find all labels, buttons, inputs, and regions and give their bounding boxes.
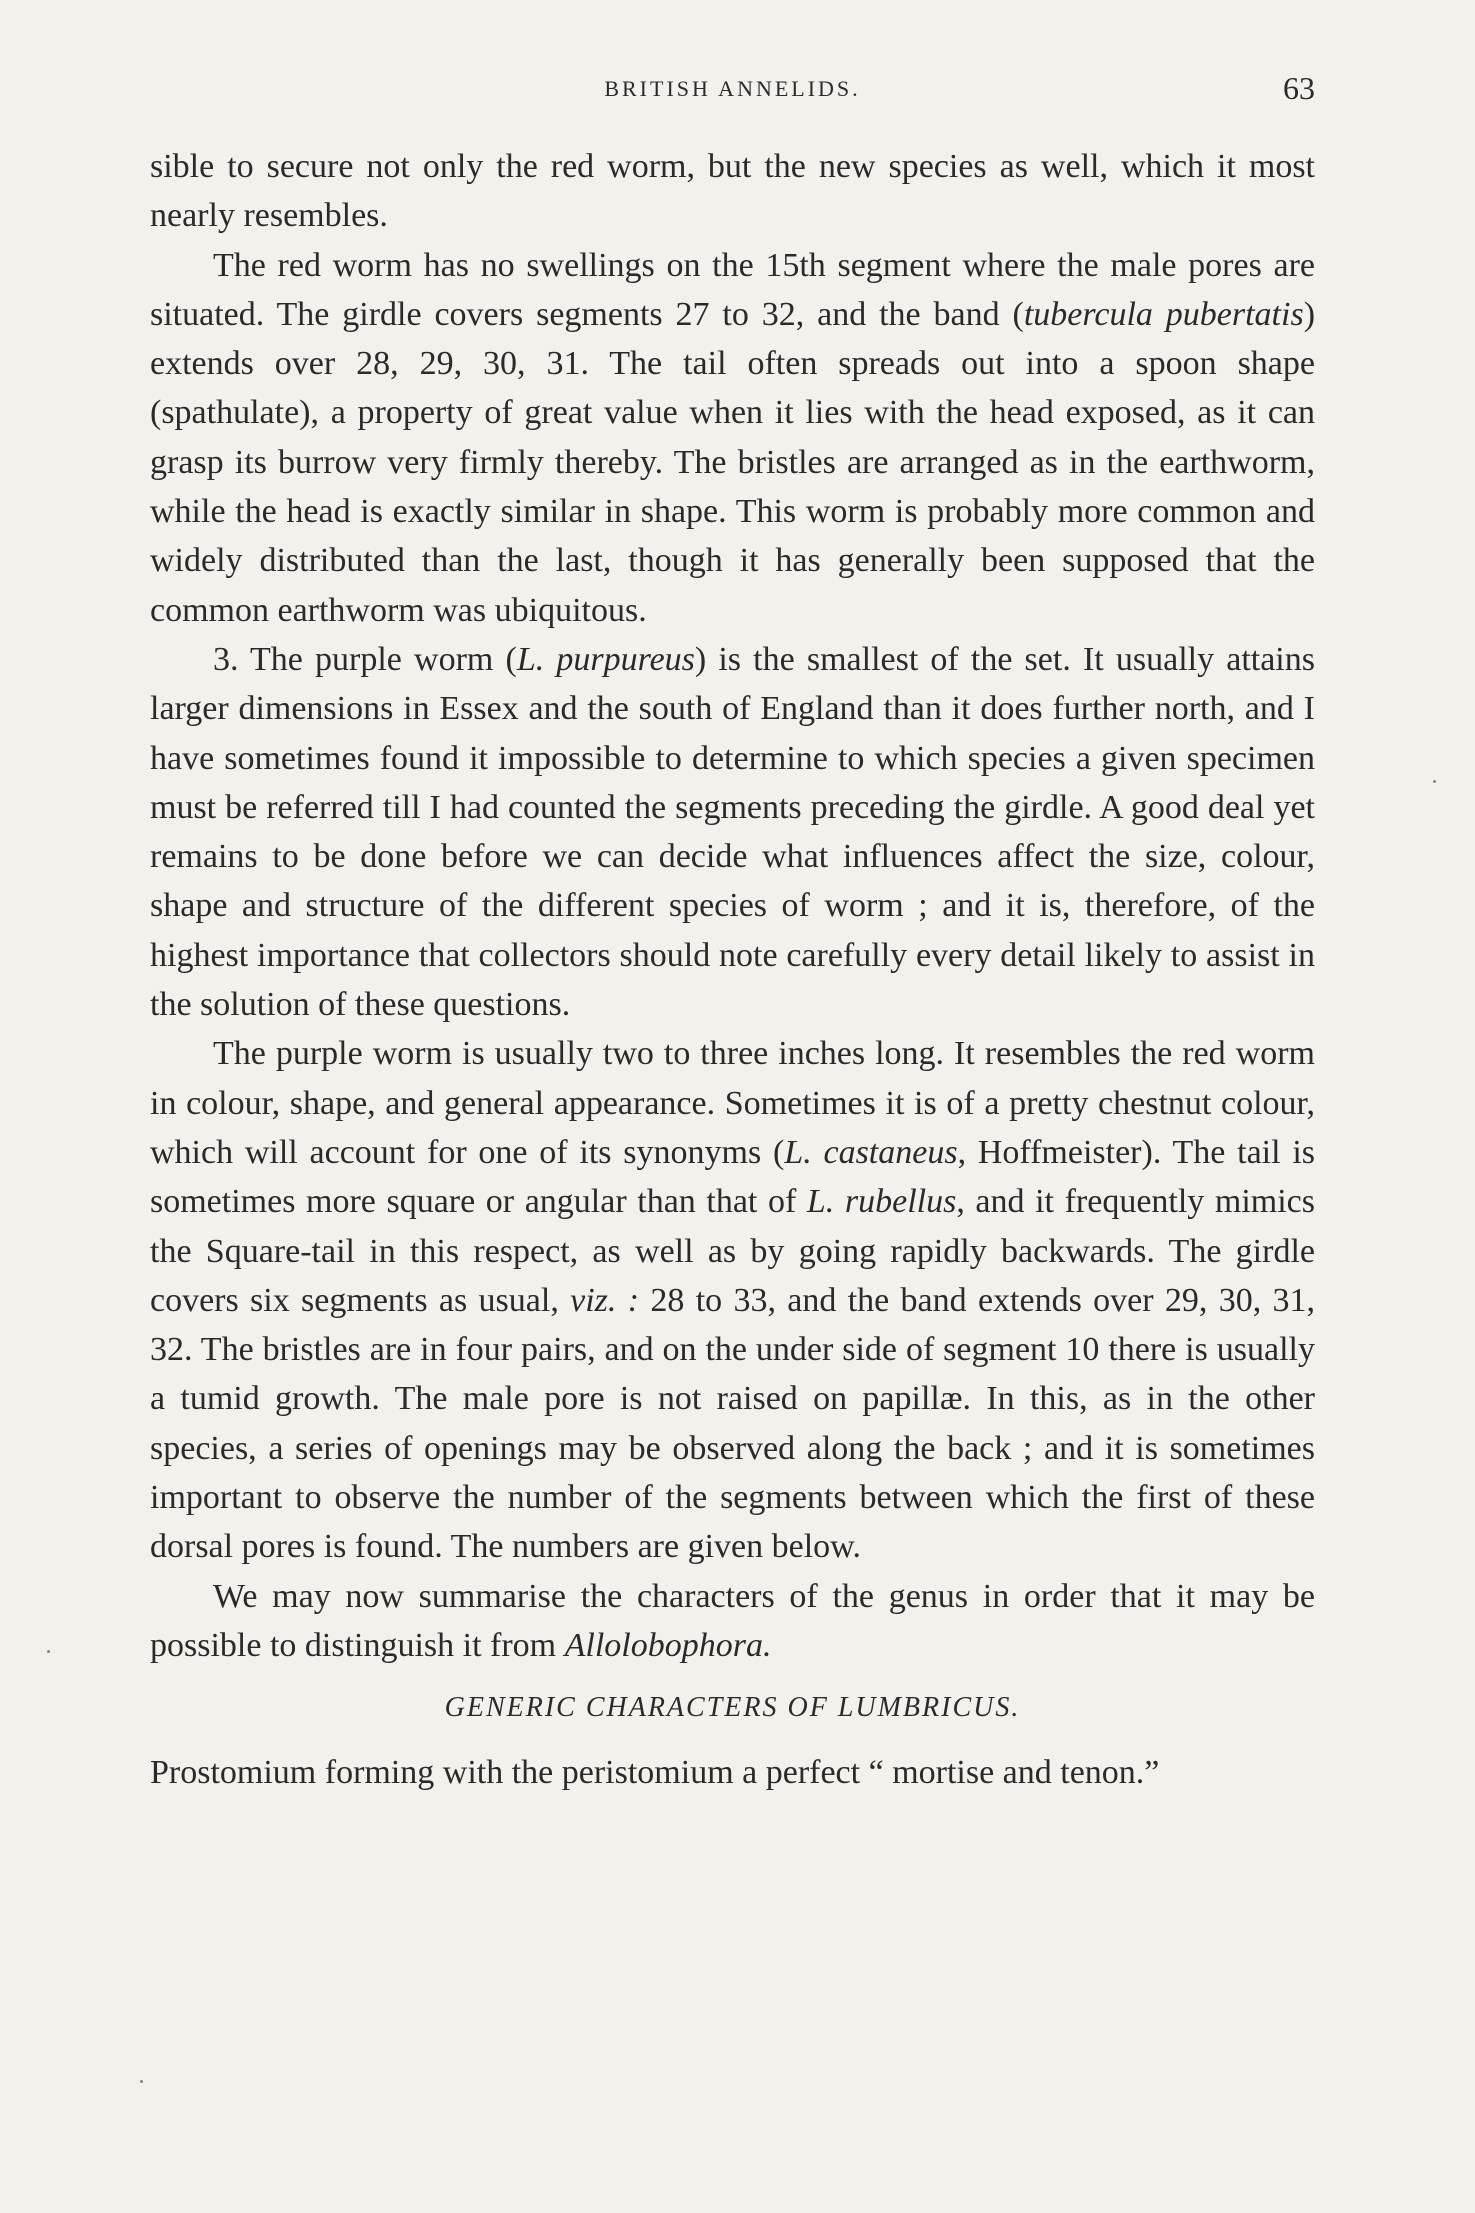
paragraph-text: The purple worm is usually two to three inches long. It resembles the red worm in colour, shape, and general appearance. Sometimes it is of a pretty chestnut colour, which will account for one of its synonyms ( [150, 1035, 1315, 1171]
page-number: 63 [1283, 70, 1315, 106]
italic-term: viz. : [570, 1281, 640, 1319]
paragraph-red-worm [150, 241, 1315, 635]
paragraph-text: , Hoffmeister). The tail is sometimes more square or angular than that of [150, 1133, 1315, 1221]
italic-term: L. purpureus [516, 640, 695, 678]
paragraph-purple-worm-details [150, 1029, 1315, 1571]
paragraph-text: ) is the smallest of the set. It usually attains larger dimensions in Essex and the south of England than it does further north, and I have sometimes found it impossible to determine to which species a given specimen must be referred till I had counted the segments preceding the girdle. A good deal yet remains to be done before we can decide what influences affect the size, colour, shape and structure of the different species of worm ; and it is, therefore, of the highest importance that collectors should note carefully every detail likely to assist in the solution of these questions. [150, 640, 1315, 1024]
running-head [150, 70, 1315, 110]
paragraph-text: The red worm has no swellings on the 15th segment where the male pores are situated. The girdle covers segments 27 to 32, and the band ( [150, 246, 1315, 333]
paragraph-text: , and it frequently mimics the Square-tail in this respect, as well as by going rapidly backwards. The girdle covers six segments as usual, [150, 1183, 1316, 1319]
running-title: BRITISH ANNELIDS. [604, 76, 861, 101]
paragraph-purple-worm [150, 635, 1315, 1029]
paragraph-text: We may now summarise the characters of the genus in order that it may be possible to distinguish it from [150, 1577, 1315, 1664]
paragraph-summary [150, 1572, 1315, 1671]
generic-character-item: Prostomium forming with the peristomium a perfect “ mortise and tenon.” [150, 1754, 1160, 1792]
paper-speck [1433, 780, 1436, 783]
italic-term: Allolobophora. [564, 1626, 772, 1664]
paragraph-text: ) extends over 28, 29, 30, 31. The tail often spreads out into a spoon shape (spathulate), a property of great value when it lies with the head exposed, as it can grasp its burrow very firmly thereby. The bristles are arranged as in the earthworm, while the head is exactly similar in shape. This worm is probably more common and widely distributed than the last, though it has generally been supposed that the common earthworm was ubiquitous. [150, 295, 1316, 629]
book-page [150, 70, 1315, 1798]
italic-term: L. castaneus [784, 1133, 958, 1171]
paragraph-continuation [150, 142, 1315, 241]
italic-term: L. rubellus [806, 1183, 957, 1221]
paragraph-text: sible to secure not only the red worm, but the new species as well, which it most nearly resembles. [150, 148, 1315, 235]
paper-speck [140, 2080, 143, 2083]
paragraph-text: 28 to 33, and the band extends over 29, 30, 31, 32. The bristles are in four pairs, and on the under side of segment 10 there is usually a tumid growth. The male pore is not raised on papillæ. In this, as in the other species, a series of openings may be observed along the back ; and it is sometimes important to observe the number of the segments between which the first of these dorsal pores is found. The numbers are given below. [150, 1281, 1316, 1566]
section-heading: GENERIC CHARACTERS OF LUMBRICUS. [444, 1692, 1021, 1724]
paragraph-text: 3. The purple worm ( [213, 640, 517, 678]
paper-speck [47, 1650, 50, 1653]
italic-term: tubercula pubertatis [1023, 295, 1304, 333]
